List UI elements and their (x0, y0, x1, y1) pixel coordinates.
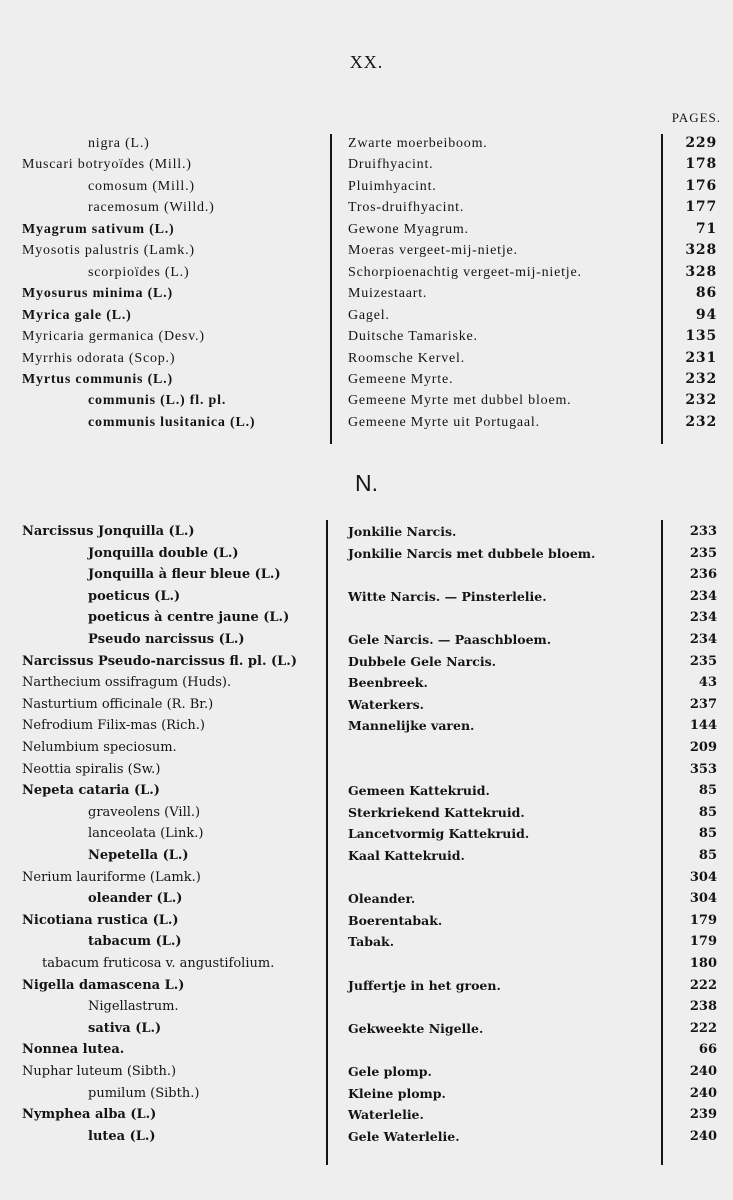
dutch-name: Sterkriekend Kattekruid. (348, 804, 525, 820)
scientific-name: Myagrum sativum (L.) (22, 221, 175, 237)
dutch-name: Gagel. (348, 307, 390, 323)
scientific-name: Myrrhis odorata (Scop.) (22, 350, 176, 366)
page-reference: 85 (698, 783, 717, 799)
index-entry (0, 305, 733, 326)
index-entry (0, 780, 733, 801)
dutch-name: Tabak. (348, 934, 395, 950)
page-reference: 43 (698, 675, 717, 691)
index-entry (0, 975, 733, 996)
dutch-name: Muizestaart. (348, 286, 428, 302)
index-entry (0, 154, 733, 175)
scientific-name: Nepetella (L.) (88, 848, 189, 863)
scientific-name: Nymphea alba (L.) (22, 1107, 157, 1123)
index-entry (0, 262, 733, 283)
scientific-name: Myrica gale (L.) (22, 307, 132, 323)
page-reference: 240 (689, 1128, 717, 1144)
page-reference: 232 (685, 370, 717, 387)
scientific-name: Jonquilla à fleur bleue (L.) (88, 567, 281, 583)
dutch-name: Lancetvormig Kattekruid. (348, 826, 530, 842)
dutch-name: Moeras vergeet-mij-nietje. (348, 243, 518, 259)
dutch-name: Jonkilie Narcis met dubbele bloem. (348, 545, 596, 561)
dutch-name: Druifhyacint. (348, 157, 434, 173)
page-reference: 176 (685, 177, 717, 194)
page-reference: 233 (689, 524, 717, 539)
index-entry (0, 1039, 733, 1060)
page-number: XX. (349, 52, 384, 72)
dutch-name: Zwarte moerbeiboom. (348, 136, 488, 151)
scientific-name: Nigella damascena L.) (22, 977, 185, 993)
dutch-name: Roomsche Kervel. (348, 350, 465, 366)
page-reference: 231 (685, 349, 717, 366)
dutch-name: Gele Waterlelie. (348, 1128, 460, 1144)
dutch-name: Duitsche Tamariske. (348, 329, 478, 345)
page-reference: 71 (695, 220, 717, 237)
index-entry (0, 219, 733, 240)
index-entry (0, 240, 733, 261)
index-entry (0, 672, 733, 693)
scientific-name: comosum (Mill.) (88, 178, 195, 194)
index-entry (0, 823, 733, 844)
index-entry (0, 1018, 733, 1039)
index-entry (0, 586, 733, 607)
scientific-name: Narcissus Pseudo-narcissus fl. pl. (L.) (22, 653, 297, 669)
scientific-name: poeticus à centre jaune (L.) (88, 610, 290, 626)
page-reference: 209 (689, 740, 717, 755)
scientific-name: nigra (L.) (88, 136, 150, 151)
dutch-name: Pluimhyacint. (348, 178, 437, 194)
page-reference: 179 (689, 912, 717, 928)
index-entry (0, 845, 733, 866)
dutch-name: Gemeene Myrte. (348, 371, 454, 387)
dutch-name: Gele plomp. (348, 1064, 432, 1079)
index-entry (0, 369, 733, 390)
page-reference: 178 (685, 156, 717, 173)
dutch-name: Juffertje in het groen. (348, 977, 501, 993)
page-reference: 222 (689, 977, 717, 993)
scientific-name: Muscari botryoïdes (Mill.) (22, 157, 192, 173)
scientific-name: Nefrodium Filix-mas (Rich.) (22, 718, 205, 734)
index-entry (0, 197, 733, 218)
dutch-name: Mannelijke varen. (348, 718, 475, 734)
scientific-name: Nonnea lutea. (22, 1042, 125, 1058)
dutch-name: Gekweekte Nigelle. (348, 1020, 484, 1036)
scientific-name: graveolens (Vill.) (88, 804, 201, 820)
page-reference: 239 (689, 1107, 717, 1123)
dutch-name: Kaal Kattekruid. (348, 848, 465, 863)
dutch-name: Witte Narcis. — Pinsterlelie. (348, 588, 547, 604)
index-entry (0, 910, 733, 931)
index-entry (0, 176, 733, 197)
scientific-name: lutea (L.) (88, 1128, 156, 1144)
page-reference: 234 (689, 610, 717, 626)
page-reference: 236 (689, 567, 717, 583)
scientific-name: communis (L.) fl. pl. (88, 393, 227, 409)
page-reference: 85 (698, 848, 717, 863)
scientific-name: pumilum (Sibth.) (88, 1085, 200, 1101)
page-reference: 179 (689, 934, 717, 950)
page-reference: 66 (698, 1042, 717, 1058)
index-entry (0, 996, 733, 1017)
page-reference: 177 (685, 199, 717, 216)
scientific-name: oleander (L.) (88, 891, 183, 907)
dutch-name: Gemeene Myrte uit Portugaal. (348, 414, 540, 430)
index-entry (0, 629, 733, 650)
scientific-name: Nigellastrum. (88, 999, 179, 1015)
dutch-name: Gemeene Myrte met dubbel bloem. (348, 393, 572, 409)
scientific-name: Pseudo narcissus (L.) (88, 632, 245, 647)
dutch-name: Boerentabak. (348, 912, 443, 928)
page-reference: 240 (689, 1085, 717, 1101)
dutch-name: Kleine plomp. (348, 1085, 446, 1101)
page-reference: 237 (689, 696, 717, 712)
page-reference: 328 (685, 242, 717, 259)
dutch-name: Gemeen Kattekruid. (348, 783, 490, 799)
index-entry (0, 759, 733, 780)
index-entry (0, 543, 733, 564)
scientific-name: tabacum (L.) (88, 934, 182, 950)
page-reference: 85 (698, 804, 717, 820)
index-entry (0, 1061, 733, 1082)
page-reference: 235 (689, 545, 717, 561)
index-entry (0, 390, 733, 411)
index-entry (0, 888, 733, 909)
dutch-name: Oleander. (348, 891, 416, 907)
index-entry (0, 651, 733, 672)
scientific-name: communis lusitanica (L.) (88, 414, 256, 430)
section-letter-n: N. (355, 470, 378, 496)
index-entry (0, 715, 733, 736)
page-reference: 235 (689, 653, 717, 669)
page-reference: 232 (685, 392, 717, 409)
scientific-name: Nerium lauriforme (Lamk.) (22, 869, 201, 885)
index-entry (0, 607, 733, 628)
index-entry (0, 931, 733, 952)
dutch-name: Jonkilie Narcis. (348, 524, 457, 539)
dutch-name: Beenbreek. (348, 675, 428, 691)
scientific-name: Jonquilla double (L.) (88, 545, 239, 561)
scientific-name: Narcissus Jonquilla (L.) (22, 524, 195, 539)
page-reference: 328 (685, 263, 717, 280)
index-entry (0, 564, 733, 585)
dutch-name: Waterkers. (348, 696, 424, 712)
index-entry (0, 802, 733, 823)
scientific-name: scorpioïdes (L.) (88, 264, 190, 280)
dutch-name: Tros-druifhyacint. (348, 200, 465, 216)
index-entry (0, 133, 733, 154)
page-reference: 94 (695, 306, 717, 323)
scientific-name: sativa (L.) (88, 1020, 162, 1036)
page-reference: 234 (689, 632, 717, 647)
dutch-name: Gele Narcis. — Paaschbloem. (348, 632, 552, 647)
scientific-name: Nicotiana rustica (L.) (22, 912, 179, 928)
scientific-name: Nuphar luteum (Sibth.) (22, 1064, 177, 1079)
dutch-name: Gewone Myagrum. (348, 221, 469, 237)
scientific-name: Nasturtium officinale (R. Br.) (22, 696, 214, 712)
page-reference: 85 (698, 826, 717, 842)
scientific-name: poeticus (L.) (88, 588, 181, 604)
scientific-name: Neottia spiralis (Sw.) (22, 761, 161, 777)
page-reference: 304 (689, 869, 717, 885)
index-entry (0, 348, 733, 369)
page-reference: 229 (685, 135, 717, 151)
index-entry (0, 1083, 733, 1104)
page-reference: 135 (685, 328, 717, 345)
index-entry (0, 867, 733, 888)
page-reference: 240 (689, 1064, 717, 1079)
scientific-name: Narthecium ossifragum (Huds). (22, 675, 232, 691)
index-entry (0, 326, 733, 347)
scientific-name: tabacum fruticosa v. angustifolium. (42, 956, 275, 971)
scientific-name: Myrtus communis (L.) (22, 371, 173, 387)
scientific-name: lanceolata (Link.) (88, 826, 204, 842)
index-entry (0, 1126, 733, 1147)
pages-column-header: PAGES. (671, 110, 721, 125)
page-reference: 222 (689, 1020, 717, 1036)
index-entry (0, 1104, 733, 1125)
scientific-name: Myosotis palustris (Lamk.) (22, 243, 195, 259)
scientific-name: Nepeta cataria (L.) (22, 783, 160, 799)
index-entry (0, 953, 733, 974)
page-reference: 144 (689, 718, 717, 734)
index-entry (0, 521, 733, 542)
index-entry (0, 283, 733, 304)
index-entry (0, 412, 733, 433)
index-entry (0, 694, 733, 715)
page-reference: 353 (689, 761, 717, 777)
dutch-name: Schorpioenachtig vergeet-mij-nietje. (348, 264, 582, 280)
dutch-name: Dubbele Gele Narcis. (348, 653, 496, 669)
scientific-name: Myricaria germanica (Desv.) (22, 329, 205, 345)
dutch-name: Waterlelie. (348, 1107, 424, 1123)
page-reference: 238 (689, 999, 717, 1015)
index-entry (0, 737, 733, 758)
page-reference: 232 (685, 413, 717, 430)
page-reference: 304 (689, 891, 717, 907)
page-reference: 180 (689, 956, 717, 971)
scientific-name: Myosurus minima (L.) (22, 286, 173, 302)
page-reference: 86 (695, 285, 717, 302)
page-reference: 234 (689, 588, 717, 604)
scientific-name: Nelumbium speciosum. (22, 740, 177, 755)
scientific-name: racemosum (Willd.) (88, 200, 215, 216)
